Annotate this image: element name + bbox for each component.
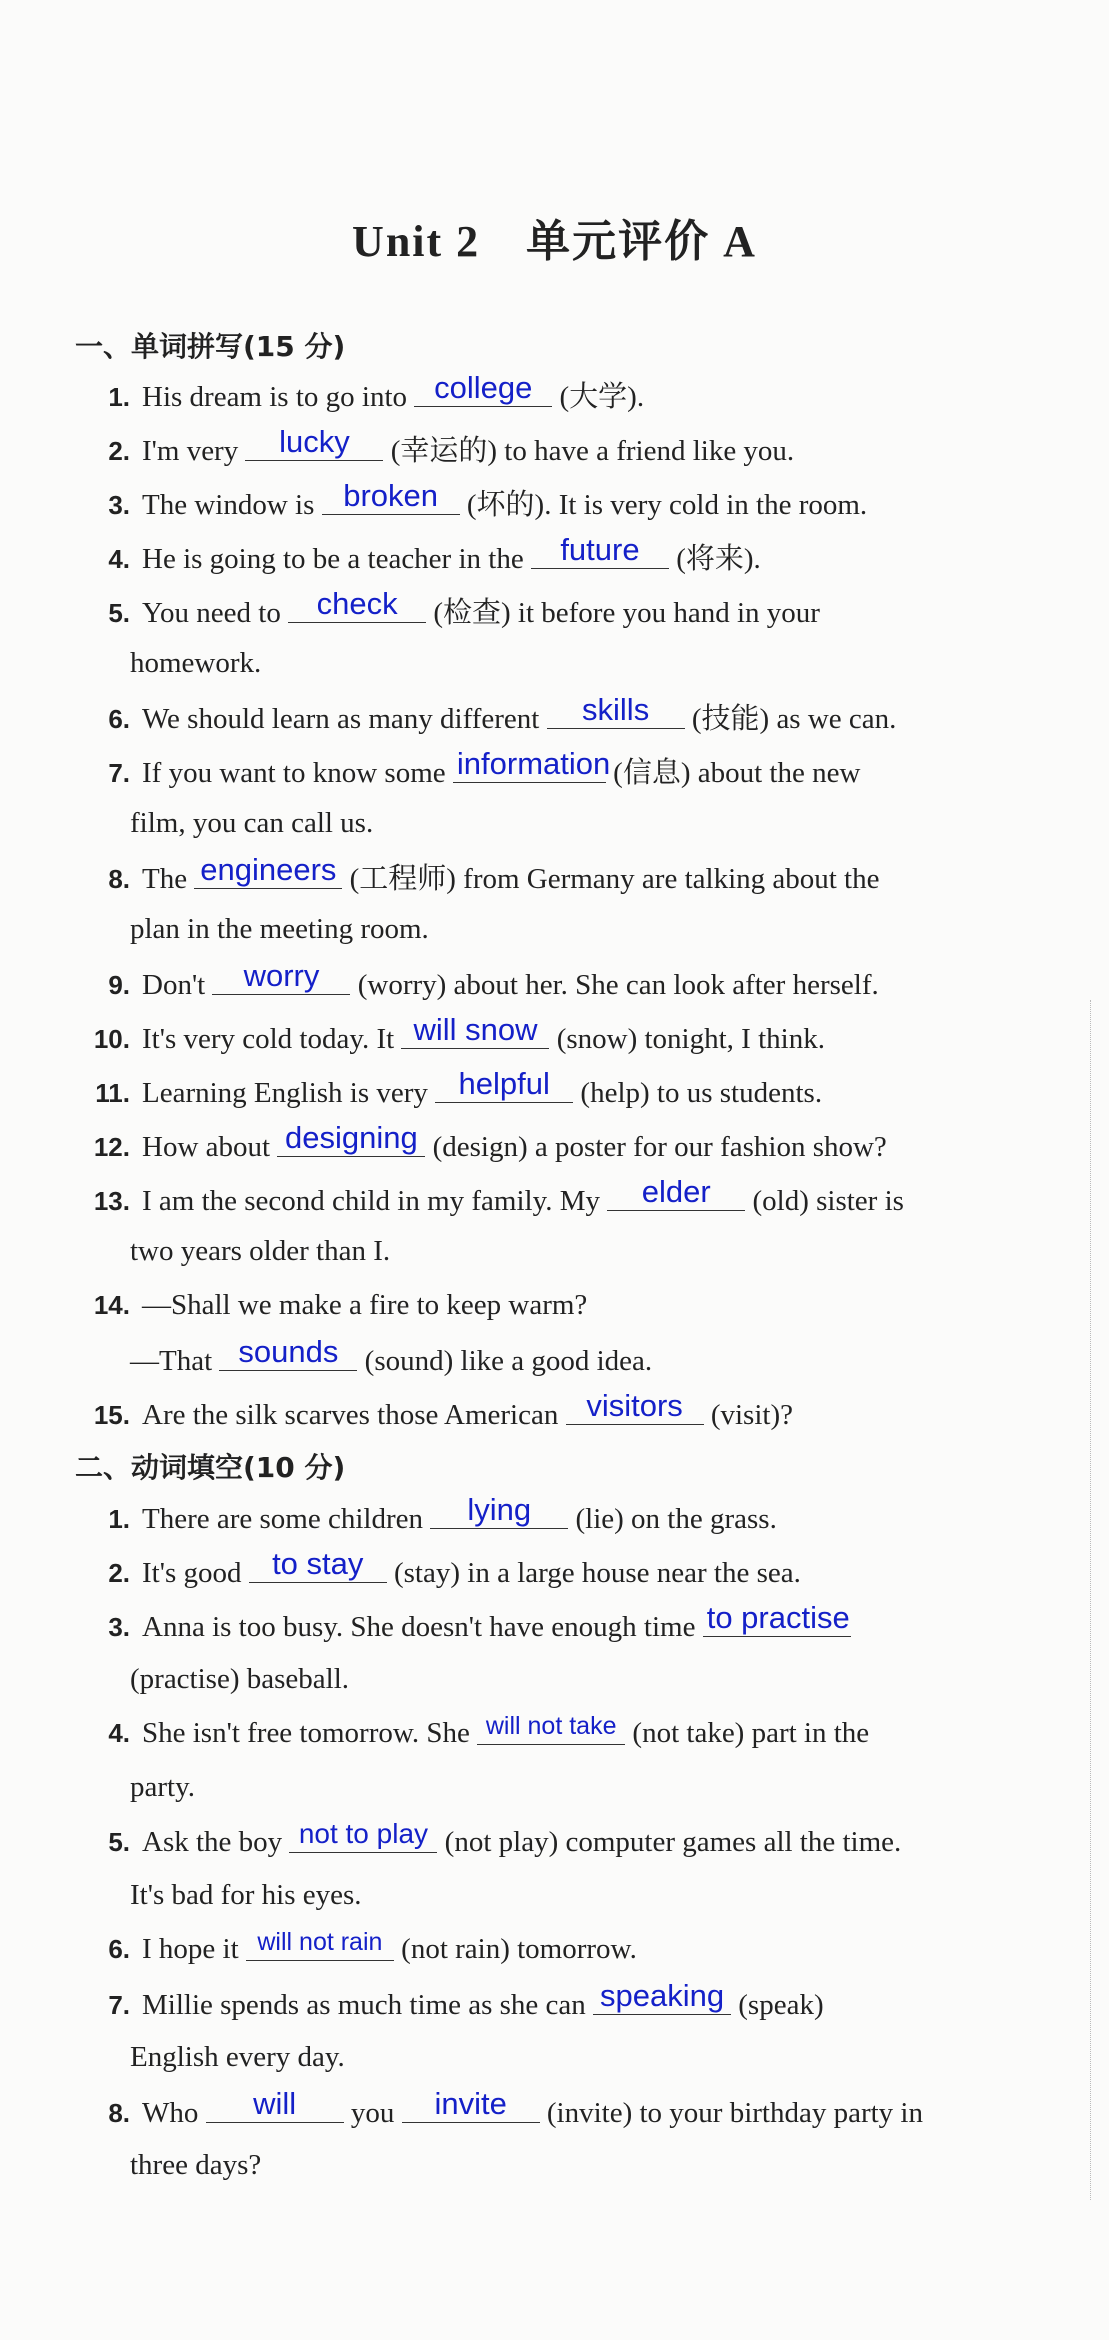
question-text: (大学).: [559, 381, 645, 413]
question-row: [72, 532, 1047, 577]
question-number: 3.: [108, 490, 130, 520]
question-text: Who: [142, 2097, 199, 2129]
question-text: (幸运的) to have a friend like you.: [390, 435, 795, 467]
question-text: The window is: [142, 489, 315, 521]
question-text: Ask the boy: [142, 1826, 283, 1858]
answer-blank: helpful: [435, 1066, 573, 1103]
answer-blank: will: [206, 2086, 344, 2123]
answer-blank: will not rain: [246, 1924, 394, 1961]
question-row: [72, 1546, 1047, 1591]
question-text: (not play) computer games all the time.: [444, 1826, 902, 1858]
question-row: [72, 692, 1047, 737]
question-text: (not rain) tomorrow.: [401, 1933, 637, 1965]
question-continuation: [72, 1334, 1105, 1379]
question-text: (信息) about the new: [613, 757, 861, 789]
question-text: (speak): [738, 1989, 824, 2021]
question-text: There are some children: [142, 1503, 423, 1535]
answer-blank: information: [453, 746, 606, 783]
question-text: It's very cold today. It: [142, 1023, 395, 1055]
question-text: (worry) about her. She can look after herself.: [357, 969, 879, 1001]
question-text: If you want to know some: [142, 757, 446, 789]
question-row: [72, 1174, 1047, 1219]
question-text: you: [350, 2097, 395, 2129]
answer-blank: visitors: [566, 1388, 704, 1425]
question-text: (visit)?: [710, 1399, 793, 1431]
question-number: 1.: [108, 1504, 130, 1534]
question-row: [72, 1600, 1047, 1645]
question-number: 5.: [108, 598, 130, 628]
section-heading-verbs: 二、动词填空(10 分): [75, 1451, 346, 1484]
answer-blank: will snow: [401, 1012, 549, 1049]
question-text: Millie spends as much time as she can: [142, 1989, 586, 2021]
question-text: His dream is to go into: [142, 381, 408, 413]
question-row: [72, 424, 1047, 469]
question-text: (lie) on the grass.: [575, 1503, 777, 1535]
answer-blank: speaking: [593, 1978, 731, 2015]
question-text: We should learn as many different: [142, 703, 540, 735]
question-row: [72, 1928, 1047, 1969]
answer-blank: engineers: [194, 852, 342, 889]
question-number: 9.: [108, 970, 130, 1000]
question-row: [72, 1288, 1047, 1322]
answer-blank: college: [414, 370, 552, 407]
question-text: (invite) to your birthday party in: [546, 2097, 923, 2129]
question-row: [72, 1818, 1047, 1861]
question-number: 8.: [108, 864, 130, 894]
question-number: 7.: [108, 758, 130, 788]
question-number: 6.: [108, 704, 130, 734]
question-number: 12.: [93, 1132, 130, 1162]
question-text: (design) a poster for our fashion show?: [432, 1131, 887, 1163]
question-text: I hope it: [142, 1933, 239, 1965]
margin-divider: [1088, 1000, 1091, 2200]
answer-blank: to practise: [703, 1600, 851, 1637]
question-continuation: film, you can call us.: [130, 807, 374, 839]
answer-blank: will not take: [477, 1708, 625, 1745]
question-text: Don't: [142, 969, 206, 1001]
answer-blank: sounds: [219, 1334, 357, 1371]
question-text: —Shall we make a fire to keep warm?: [142, 1289, 588, 1321]
question-row: [72, 586, 1047, 631]
answer-blank: lying: [430, 1492, 568, 1529]
question-text: I'm very: [142, 435, 239, 467]
question-text: She isn't free tomorrow. She: [142, 1717, 470, 1749]
question-text: (将来).: [676, 543, 761, 575]
question-number: 8.: [108, 2098, 130, 2128]
question-text: (sound) like a good idea.: [364, 1345, 653, 1377]
answer-blank: designing: [277, 1120, 425, 1157]
section-heading-spelling: 一、单词拼写(15 分): [75, 330, 346, 363]
question-continuation: three days?: [130, 2149, 262, 2181]
question-number: 13.: [93, 1186, 130, 1216]
question-continuation: two years older than I.: [130, 1235, 391, 1267]
question-row: [72, 1066, 1047, 1111]
answer-blank: broken: [322, 478, 460, 515]
answer-blank: elder: [607, 1174, 745, 1211]
question-row: [72, 746, 1047, 791]
question-text: (检查) it before you hand in your: [433, 597, 820, 629]
question-text: (snow) tonight, I think.: [556, 1023, 825, 1055]
question-text: Learning English is very: [142, 1077, 428, 1109]
question-continuation: English every day.: [130, 2041, 345, 2073]
question-text: He is going to be a teacher in the: [142, 543, 524, 575]
question-number: 4.: [108, 544, 130, 574]
question-number: 15.: [93, 1400, 130, 1430]
question-row: [72, 370, 1047, 415]
answer-blank: check: [288, 586, 426, 623]
question-continuation: It's bad for his eyes.: [130, 1879, 362, 1911]
answer-blank: not to play: [289, 1816, 437, 1853]
question-row: [72, 1712, 1047, 1753]
question-text: How about: [142, 1131, 271, 1163]
answer-blank: to stay: [249, 1546, 387, 1583]
question-text: (old) sister is: [752, 1185, 904, 1217]
question-row: [72, 2086, 1047, 2131]
question-number: 2.: [108, 1558, 130, 1588]
question-number: 6.: [108, 1934, 130, 1964]
question-number: 14.: [93, 1290, 130, 1320]
question-row: [72, 1120, 1047, 1165]
question-continuation: homework.: [130, 647, 262, 679]
question-continuation: plan in the meeting room.: [130, 913, 429, 945]
question-text: (help) to us students.: [580, 1077, 823, 1109]
page-title: Unit 2 单元评价 A: [352, 217, 757, 266]
question-text: You need to: [142, 597, 281, 629]
answer-blank: lucky: [245, 424, 383, 461]
question-text: It's good: [142, 1557, 242, 1589]
question-text: —That: [130, 1345, 213, 1377]
question-continuation: (practise) baseball.: [130, 1663, 350, 1695]
question-number: 10.: [93, 1024, 130, 1054]
question-text: (stay) in a large house near the sea.: [393, 1557, 801, 1589]
question-text: (工程师) from Germany are talking about the: [349, 863, 880, 895]
question-text: Anna is too busy. She doesn't have enough time: [142, 1611, 696, 1643]
question-number: 11.: [95, 1078, 130, 1108]
question-row: [72, 1012, 1047, 1057]
question-number: 7.: [108, 1990, 130, 2020]
question-row: [72, 478, 1047, 523]
question-number: 5.: [108, 1827, 130, 1857]
question-row: [72, 852, 1047, 897]
question-row: [72, 1978, 1047, 2023]
answer-blank: skills: [547, 692, 685, 729]
answer-blank: worry: [212, 958, 350, 995]
question-text: Are the silk scarves those American: [142, 1399, 559, 1431]
question-continuation: party.: [130, 1771, 195, 1803]
question-number: 4.: [108, 1718, 130, 1748]
question-text: I am the second child in my family. My: [142, 1185, 600, 1217]
question-number: 3.: [108, 1612, 130, 1642]
question-text: (技能) as we can.: [691, 703, 897, 735]
question-row: [72, 1492, 1047, 1537]
answer-blank: future: [531, 532, 669, 569]
question-row: [72, 958, 1047, 1003]
question-text: The: [142, 863, 188, 895]
question-number: 2.: [108, 436, 130, 466]
question-row: [72, 1388, 1047, 1433]
question-text: (坏的). It is very cold in the room.: [466, 489, 868, 521]
answer-blank: invite: [402, 2086, 540, 2123]
question-text: (not take) part in the: [632, 1717, 870, 1749]
question-number: 1.: [108, 382, 130, 412]
